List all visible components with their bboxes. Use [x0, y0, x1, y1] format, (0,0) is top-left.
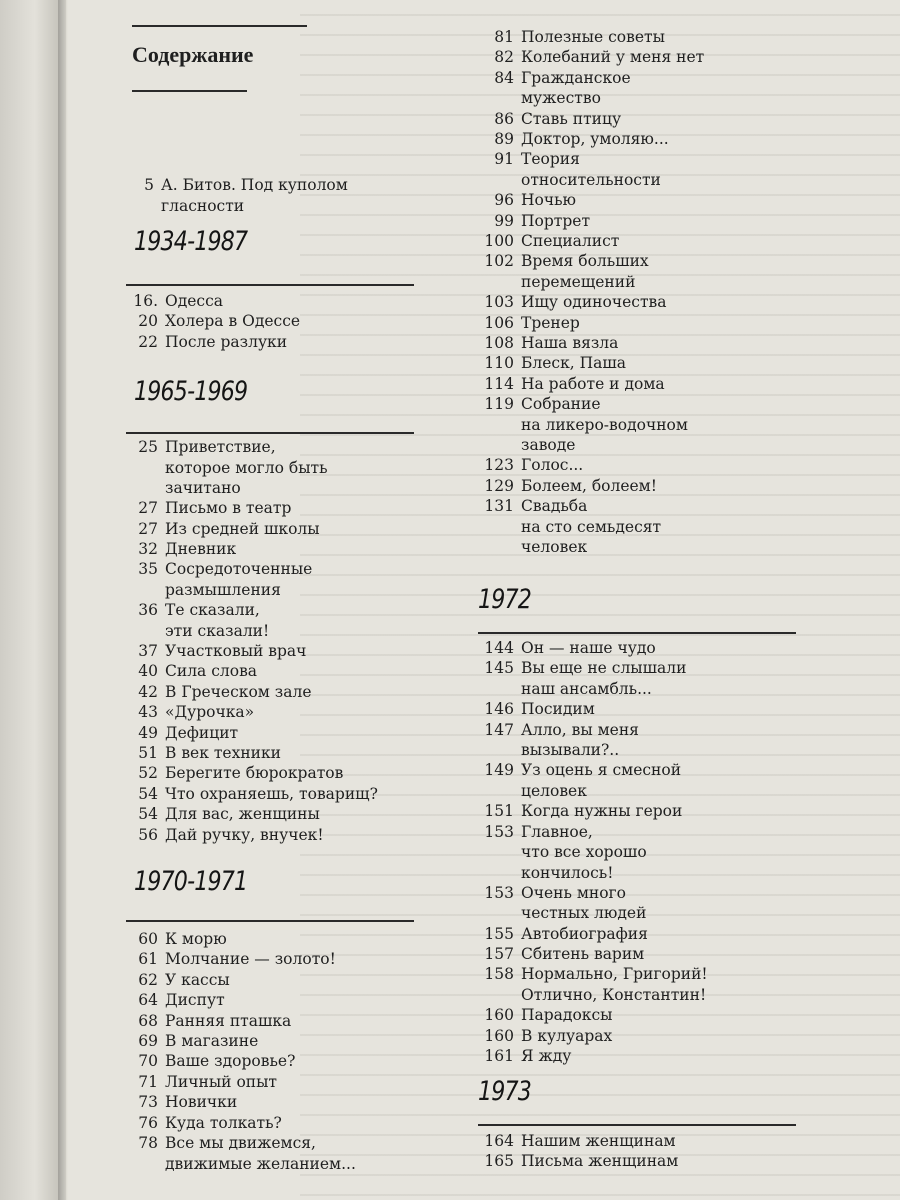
entry-page-number: 51	[138, 744, 158, 762]
toc-entry	[470, 760, 681, 801]
entry-page-number: 89	[494, 130, 514, 148]
entry-title: Сила слова	[165, 662, 258, 681]
toc-entry	[120, 1031, 258, 1052]
toc-entry	[470, 720, 639, 761]
toc-entry	[470, 822, 647, 884]
toc-entry	[470, 924, 648, 945]
toc-entry	[470, 68, 631, 109]
entry-page-number: 25	[138, 438, 158, 456]
toc-entry	[470, 883, 646, 924]
entry-title: Нормально, Григорий! Отлично, Константин!	[521, 965, 708, 1004]
toc-entry	[470, 394, 688, 456]
entry-title: Время больших перемещений	[521, 252, 649, 291]
entry-page-number: 54	[138, 805, 158, 824]
spine-shadow	[58, 0, 68, 1200]
entry-page-number: 155	[484, 924, 514, 943]
entry-page-number: 60	[138, 930, 158, 948]
toc-entry	[470, 1046, 571, 1067]
entry-title: Дефицит	[165, 723, 239, 742]
entry-title: В кулуарах	[521, 1026, 613, 1045]
entry-title: На работе и дома	[521, 374, 665, 393]
entry-title: Холера в Одессе	[165, 312, 301, 331]
toc-entry	[120, 332, 287, 353]
entry-title: Участковый врач	[165, 642, 307, 660]
entry-page-number: 160	[484, 1026, 514, 1045]
toc-entry	[120, 929, 227, 950]
entry-title: Собрание на ликеро-водочном заводе	[521, 395, 688, 455]
entry-page-number: 40	[138, 662, 158, 681]
entry-page-number: 147	[484, 720, 514, 739]
toc-entry	[470, 231, 619, 252]
section-rule	[126, 920, 414, 922]
toc-entry	[120, 1113, 282, 1134]
entry-title: Ночью	[521, 191, 577, 210]
entry-page-number: 84	[494, 68, 514, 87]
toc-entry	[470, 1131, 676, 1152]
title-rule-bottom	[132, 90, 247, 92]
entry-title: Новички	[165, 1093, 238, 1112]
entry-title: Теория относительности	[521, 150, 661, 189]
entry-title: Болеем, болеем!	[521, 476, 657, 495]
entry-page-number: 5	[144, 176, 154, 194]
entry-page-number: 35	[138, 560, 158, 579]
entry-title: Для вас, женщины	[165, 805, 320, 824]
entry-title: Тренер	[521, 313, 580, 332]
entry-page-number: 61	[138, 950, 158, 969]
entry-page-number: 16.	[133, 292, 158, 310]
toc-entry	[120, 437, 328, 499]
toc-entry	[120, 291, 223, 312]
title-rule-top	[132, 25, 307, 27]
entry-page-number: 82	[494, 48, 514, 67]
entry-page-number: 49	[138, 723, 158, 742]
entry-page-number: 70	[138, 1052, 158, 1071]
entry-page-number: 106	[484, 313, 514, 332]
toc-entry	[120, 702, 254, 723]
entry-page-number: 37	[138, 642, 158, 660]
toc-entry	[470, 333, 618, 354]
entry-title: Письма женщинам	[521, 1152, 679, 1171]
section-rule	[478, 632, 796, 634]
entry-title: Полезные советы	[521, 28, 665, 46]
entry-page-number: 27	[138, 499, 158, 518]
toc-entry	[470, 964, 708, 1005]
toc-entry	[470, 455, 583, 476]
entry-title: В век техники	[165, 744, 282, 762]
year-heading: 1965-1969	[134, 376, 248, 407]
toc-entry	[120, 661, 257, 682]
entry-page-number: 20	[138, 312, 158, 331]
entry-page-number: 108	[484, 334, 514, 352]
toc-entry	[120, 498, 291, 519]
entry-title: Гражданское мужество	[521, 68, 631, 108]
entry-title: Что охраняешь, товарищ?	[165, 784, 378, 803]
year-heading: 1970-1971	[134, 866, 248, 897]
entry-title: Блеск, Паша	[521, 354, 627, 373]
entry-page-number: 146	[484, 700, 514, 719]
entry-page-number: 164	[484, 1132, 514, 1150]
toc-entry	[470, 638, 656, 659]
toc-entry	[120, 519, 320, 540]
year-heading: 1972	[478, 584, 532, 615]
toc-entry	[470, 476, 657, 497]
toc-entry	[120, 825, 324, 846]
toc-entry	[120, 682, 312, 703]
entry-page-number: 165	[484, 1152, 514, 1171]
entry-title: Специалист	[521, 232, 620, 250]
entry-title: Ваше здоровье?	[165, 1052, 296, 1071]
entry-title: Голос...	[521, 456, 584, 475]
toc-entry	[470, 251, 649, 292]
toc-entry	[120, 1011, 291, 1032]
toc-entry	[120, 970, 230, 991]
entry-page-number: 32	[138, 540, 158, 558]
entry-page-number: 103	[484, 293, 514, 312]
toc-entry	[120, 311, 300, 332]
entry-title: Ставь птицу	[521, 109, 622, 128]
entry-title: Портрет	[521, 211, 591, 230]
entry-page-number: 100	[484, 232, 514, 250]
entry-title: Свадьба на сто семьдесят человек	[521, 497, 662, 557]
entry-page-number: 68	[138, 1011, 158, 1030]
toc-entry	[120, 743, 281, 764]
toc-entry	[470, 699, 595, 720]
entry-page-number: 114	[484, 374, 514, 393]
toc-entry	[470, 129, 669, 150]
entry-title: Он — наше чудо	[521, 639, 656, 657]
entry-title: Вы еще не слышали наш ансамбль...	[521, 659, 687, 698]
entry-page-number: 42	[138, 682, 158, 701]
entry-title: В магазине	[165, 1032, 259, 1050]
toc-entry	[120, 949, 336, 970]
facing-page-edge	[0, 0, 58, 1200]
toc-entry	[120, 784, 378, 805]
entry-page-number: 149	[484, 761, 514, 780]
entry-title: К морю	[165, 930, 227, 948]
toc-entry	[470, 149, 661, 190]
entry-page-number: 151	[484, 802, 514, 821]
entry-page-number: 129	[484, 476, 514, 495]
entry-page-number: 36	[138, 601, 158, 620]
toc-entry	[470, 313, 580, 334]
entry-title: Дай ручку, внучек!	[165, 825, 324, 844]
entry-title: Из средней школы	[165, 519, 320, 538]
entry-page-number: 99	[494, 211, 514, 230]
entry-title: Ищу одиночества	[521, 293, 667, 312]
entry-page-number: 123	[484, 456, 514, 475]
entry-title: Личный опыт	[165, 1072, 278, 1091]
entry-page-number: 69	[138, 1032, 158, 1050]
entry-page-number: 96	[494, 191, 514, 210]
entry-page-number: 52	[138, 764, 158, 783]
toc-entry	[470, 801, 682, 822]
entry-page-number: 64	[138, 991, 158, 1010]
entry-page-number: 131	[484, 497, 514, 516]
toc-entry	[120, 1051, 295, 1072]
entry-title: Алло, вы меня вызывали?..	[521, 720, 639, 760]
toc-entry	[470, 1005, 613, 1026]
entry-title: Автобиография	[521, 924, 648, 943]
entry-page-number: 81	[494, 28, 514, 46]
section-rule	[126, 284, 414, 286]
entry-page-number: 78	[138, 1134, 158, 1152]
section-rule	[126, 432, 414, 434]
toc-entry	[470, 353, 626, 374]
entry-title: Главное, что все хорошо кончилось!	[521, 822, 647, 882]
toc-entry	[120, 600, 269, 641]
entry-page-number: 22	[138, 332, 158, 351]
entry-page-number: 153	[484, 822, 514, 841]
entry-title: Ранняя пташка	[165, 1011, 292, 1030]
entry-page-number: 144	[484, 639, 514, 657]
entry-title: Диспут	[165, 991, 225, 1010]
entry-page-number: 56	[138, 825, 158, 844]
entry-title: А. Битов. Под куполом гласности	[161, 176, 348, 215]
entry-title: Приветствие, которое могло быть зачитано	[165, 438, 328, 497]
entry-page-number: 62	[138, 970, 158, 989]
entry-title: Те сказали, эти сказали!	[165, 601, 270, 640]
entry-title: Уз оцень я смесной целовек	[521, 761, 682, 800]
entry-title: Все мы движемся, движимые желанием...	[165, 1134, 356, 1173]
entry-page-number: 86	[494, 109, 514, 128]
entry-title: Колебаний у меня нет	[521, 48, 705, 67]
page-title: Содержание	[132, 42, 254, 67]
entry-page-number: 158	[484, 965, 514, 984]
entry-page-number: 43	[138, 703, 158, 722]
toc-entry	[470, 109, 621, 130]
toc-entry	[120, 1133, 356, 1174]
section-rule	[478, 1124, 796, 1126]
entry-title: Когда нужны герои	[521, 802, 683, 821]
toc-entry	[470, 27, 665, 48]
entry-title: В Греческом зале	[165, 682, 312, 701]
toc-entry	[120, 1072, 277, 1093]
toc-entry	[470, 496, 661, 558]
toc-entry	[120, 559, 312, 600]
entry-title: Доктор, умоляю...	[521, 130, 669, 148]
toc-entry	[120, 990, 225, 1011]
toc-entry	[120, 804, 320, 825]
entry-page-number: 145	[484, 659, 514, 678]
entry-page-number: 91	[494, 150, 514, 169]
year-heading: 1973	[478, 1076, 532, 1107]
entry-title: Очень много честных людей	[521, 883, 647, 923]
toc-entry	[470, 1151, 678, 1172]
toc-entry	[470, 292, 667, 313]
toc-entry	[470, 1026, 612, 1047]
year-heading: 1934-1987	[134, 226, 248, 257]
entry-title: Одесса	[165, 292, 224, 310]
toc-entry	[120, 763, 343, 784]
entry-title: Парадоксы	[521, 1006, 613, 1025]
toc-entry	[470, 944, 644, 965]
entry-page-number: 119	[484, 395, 514, 414]
entry-title: Сбитень варим	[521, 945, 645, 963]
entry-title: Молчание — золото!	[165, 950, 336, 969]
entry-page-number: 102	[484, 252, 514, 271]
entry-title: Посидим	[521, 700, 595, 719]
toc-entry	[120, 539, 236, 560]
toc-entry	[470, 47, 704, 68]
toc-entry	[120, 1092, 237, 1113]
entry-page-number: 157	[484, 945, 514, 963]
entry-page-number: 160	[484, 1006, 514, 1025]
toc-entry	[120, 723, 238, 744]
entry-title: Дневник	[165, 540, 237, 558]
entry-page-number: 27	[138, 519, 158, 538]
intro-entry	[120, 175, 348, 216]
entry-title: Куда толкать?	[165, 1113, 282, 1132]
entry-title: Нашим женщинам	[521, 1132, 676, 1150]
entry-page-number: 153	[484, 883, 514, 902]
entry-page-number: 71	[138, 1072, 158, 1091]
entry-title: «Дурочка»	[165, 703, 255, 722]
entry-title: Письмо в театр	[165, 499, 292, 518]
toc-entry	[470, 658, 686, 699]
entry-page-number: 110	[484, 354, 514, 373]
entry-page-number: 161	[484, 1047, 514, 1065]
entry-title: Сосредоточенные размышления	[165, 560, 313, 599]
toc-entry	[470, 211, 590, 232]
entry-page-number: 54	[138, 784, 158, 803]
entry-page-number: 73	[138, 1093, 158, 1112]
entry-title: Я жду	[521, 1047, 572, 1065]
entry-title: После разлуки	[165, 332, 288, 351]
entry-title: Наша вязла	[521, 334, 619, 352]
toc-entry	[470, 374, 665, 395]
toc-entry	[120, 641, 306, 662]
entry-title: Берегите бюрократов	[165, 764, 344, 783]
entry-page-number: 76	[138, 1113, 158, 1132]
toc-entry	[470, 190, 576, 211]
entry-title: У кассы	[165, 970, 230, 989]
